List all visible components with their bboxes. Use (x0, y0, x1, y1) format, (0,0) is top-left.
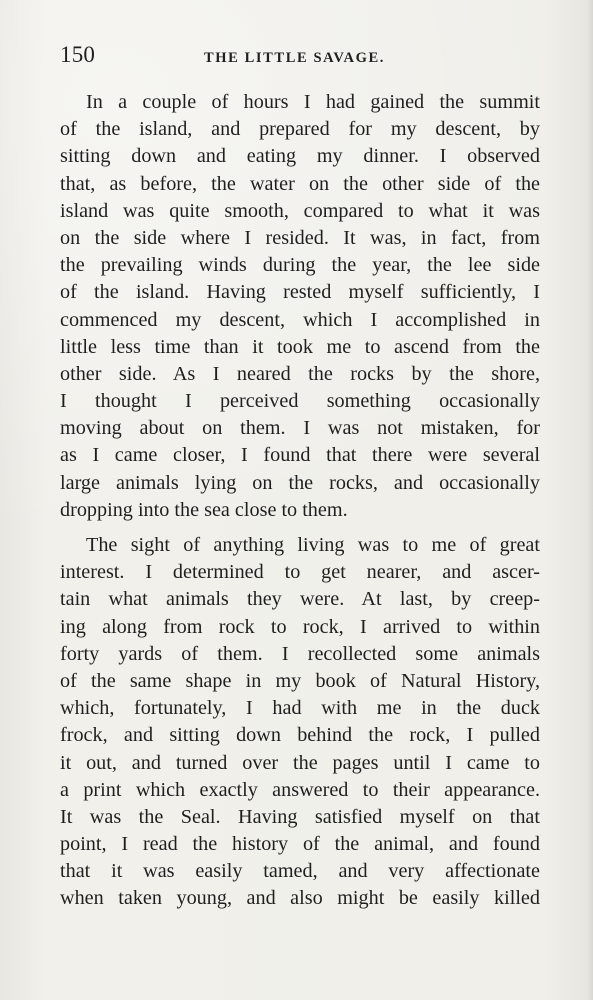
text-line: of the same shape in my book of Natural History, (60, 669, 540, 692)
body-text (60, 89, 540, 913)
paragraph-1 (60, 89, 540, 524)
text-line: of the island, and prepared for my descent, by (60, 118, 540, 141)
text-line: that, as before, the water on the other side of the (60, 172, 540, 195)
text-line: it out, and turned over the pages until I came to (60, 751, 540, 774)
text-line: tain what animals they were. At last, by creep- (60, 588, 540, 611)
text-line: commenced my descent, which I accomplished in (60, 308, 540, 331)
text-line: moving about on them. I was not mistaken, for (60, 417, 540, 440)
text-line: on the side where I resided. It was, in fact, from (60, 226, 540, 249)
text-line: interest. I determined to get nearer, and ascer- (60, 561, 540, 584)
text-line: The sight of anything living was to me of great (86, 534, 540, 556)
text-line: when taken young, and also might be easily killed (60, 887, 540, 910)
text-line: forty yards of them. I recollected some animals (60, 642, 540, 665)
text-line: I thought I perceived something occasionally (60, 390, 540, 413)
text-line: point, I read the history of the animal, and found (60, 833, 540, 856)
text-line: ing along from rock to rock, I arrived to within (60, 615, 540, 638)
text-line: other side. As I neared the rocks by the shore, (60, 362, 540, 385)
text-line: little less time than it took me to ascend from the (60, 335, 540, 358)
text-line: In a couple of hours I had gained the summit (86, 91, 540, 113)
text-line: dropping into the sea close to them. (60, 498, 348, 521)
running-title: THE LITTLE SAVAGE. (204, 50, 385, 66)
paragraph-gap (60, 524, 540, 532)
text-line: of the island. Having rested myself sufficiently, I (60, 281, 540, 304)
page-header (58, 42, 540, 70)
text-line: which, fortunately, I had with me in the duck (60, 697, 540, 720)
text-line: as I came closer, I found that there were several (60, 444, 540, 467)
text-line: the prevailing winds during the year, the lee side (60, 254, 540, 277)
text-line: island was quite smooth, compared to what it was (60, 199, 540, 222)
text-line: large animals lying on the rocks, and occasionally (60, 471, 540, 494)
text-line: a print which exactly answered to their appearance. (60, 778, 540, 801)
text-line: frock, and sitting down behind the rock, I pulled (60, 724, 540, 747)
text-line: It was the Seal. Having satisfied myself on that (60, 805, 540, 828)
page-edge-shadow (587, 0, 593, 1000)
text-line: that it was easily tamed, and very affectionate (60, 860, 540, 883)
paragraph-2 (60, 532, 540, 913)
text-line: sitting down and eating my dinner. I observed (60, 145, 540, 168)
page-number: 150 (60, 42, 96, 67)
